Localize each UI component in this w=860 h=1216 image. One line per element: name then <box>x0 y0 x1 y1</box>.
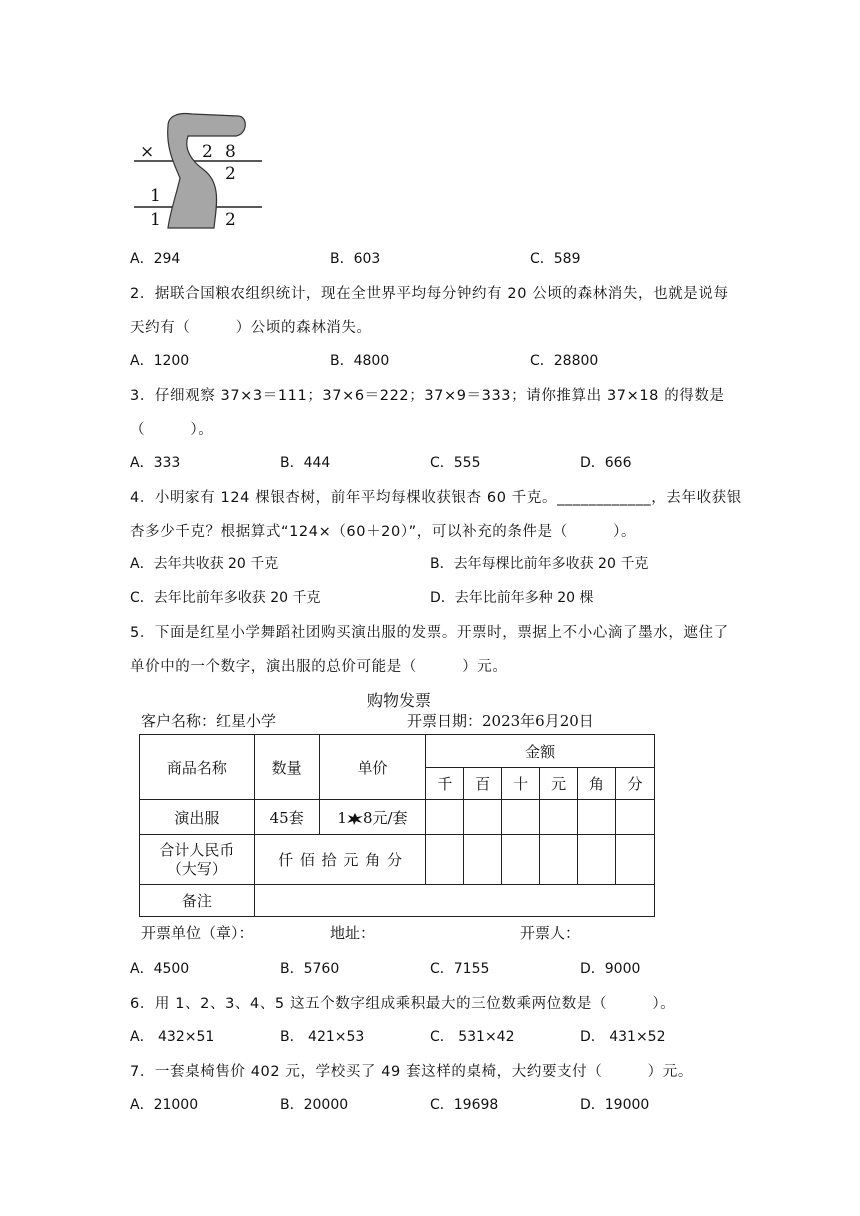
option-b: B．603 <box>330 251 381 267</box>
invoice-customer: 客户名称：红星小学 <box>141 712 277 730</box>
total-units: 仟 佰 拾 元 角 分 <box>254 835 426 885</box>
invoice-address: 地址： <box>330 924 376 942</box>
digit: 1 <box>150 210 161 230</box>
remark-value <box>254 885 654 917</box>
question-2-line-2: 天约有（ ）公顷的森林消失。 <box>130 320 372 336</box>
option-b: B．5760 <box>280 961 340 977</box>
digit: 2 <box>225 210 236 230</box>
digit: 2 <box>225 164 236 184</box>
option-a: A．21000 <box>130 1097 199 1113</box>
total-label <box>140 835 255 885</box>
option-a: A．去年共收获 20 千克 <box>130 556 279 572</box>
option-b: B．4800 <box>330 353 390 369</box>
option-c: C．555 <box>430 455 481 471</box>
option-c: C．589 <box>530 251 581 267</box>
amount-unit: 元 <box>540 768 578 800</box>
multiplication-figure <box>130 108 270 233</box>
digit: 8 <box>225 142 236 162</box>
invoice-issuer: 开票人： <box>520 924 581 942</box>
amount-unit: 百 <box>464 768 502 800</box>
amount-unit: 十 <box>502 768 540 800</box>
question-4-line-2: 杏多少千克？根据算式“124×（60＋20）”，可以补充的条件是（ ）。 <box>130 524 637 540</box>
option-d: D．19000 <box>580 1097 650 1113</box>
option-b: B．444 <box>280 455 331 471</box>
digit: 2 <box>202 142 213 162</box>
question-3-line-2: （ ）。 <box>130 422 214 438</box>
remark-label: 备注 <box>140 885 255 917</box>
option-d: D． 431×52 <box>580 1029 666 1045</box>
header-item-name: 商品名称 <box>140 735 255 800</box>
option-d: D．9000 <box>580 961 641 977</box>
option-a: A．1200 <box>130 353 190 369</box>
item-name: 演出服 <box>140 800 255 835</box>
option-a: A． 432×51 <box>130 1029 215 1045</box>
question-7: 7．一套桌椅售价 402 元，学校买了 49 套这样的桌椅，大约要支付（ ）元。 <box>130 1064 693 1080</box>
question-2-line-1: 2．据联合国粮农组织统计，现在全世界平均每分钟约有 20 公顷的森林消失，也就是说每 <box>130 286 729 302</box>
option-d: D．666 <box>580 455 632 471</box>
option-d: D．去年比前年多种 20 棵 <box>430 590 594 606</box>
option-c: C．19698 <box>430 1097 499 1113</box>
question-3-line-1: 3．仔细观察 37×3＝111；37×6＝222；37×9＝333；请你推算出 37×18 的得数是 <box>130 388 725 404</box>
question-6: 6．用 1、2、3、4、5 这五个数字组成乘积最大的三位数乘两位数是（ ）。 <box>130 996 676 1012</box>
total-label-line-2: （大写） <box>166 859 227 878</box>
header-amount: 金额 <box>426 735 655 768</box>
ink-blot-icon <box>347 813 363 825</box>
option-a: A．333 <box>130 455 181 471</box>
total-label-line-1: 合计人民币 <box>159 840 235 859</box>
option-b: B． 421×53 <box>280 1029 365 1045</box>
option-b: B．20000 <box>280 1097 349 1113</box>
price-suffix: 8元/套 <box>362 808 408 827</box>
item-quantity: 45套 <box>254 800 319 835</box>
option-c: C．去年比前年多收获 20 千克 <box>130 590 321 606</box>
item-unit-price <box>319 800 426 835</box>
invoice-title: 购物发票 <box>367 691 432 710</box>
question-5-line-2: 单价中的一个数字，演出服的总价可能是（ ）元。 <box>130 659 508 675</box>
amount-unit: 角 <box>578 768 616 800</box>
digit: 1 <box>150 186 161 206</box>
price-prefix: 1 <box>337 808 347 827</box>
option-b: B．去年每棵比前年多收获 20 千克 <box>430 556 649 572</box>
invoice-issuing-unit: 开票单位（章）： <box>141 924 254 942</box>
header-unit-price: 单价 <box>319 735 426 800</box>
times-sign: × <box>140 142 155 162</box>
header-quantity: 数量 <box>254 735 319 800</box>
question-5-line-1: 5．下面是红星小学舞蹈社团购买演出服的发票。开票时，票据上不小心滴了墨水，遮住了 <box>130 625 729 641</box>
amount-unit: 分 <box>615 768 654 800</box>
option-c: C． 531×42 <box>430 1029 515 1045</box>
option-a: A．294 <box>130 251 181 267</box>
question-4-line-1: 4．小明家有 124 棵银杏树，前年平均每棵收获银杏 60 千克。____________，去年收获银 <box>130 490 742 506</box>
option-c: C．28800 <box>530 353 599 369</box>
option-c: C．7155 <box>430 961 490 977</box>
option-a: A．4500 <box>130 961 190 977</box>
invoice-table <box>139 734 655 917</box>
invoice-date: 开票日期：2023年6月20日 <box>407 712 594 730</box>
amount-unit: 千 <box>426 768 464 800</box>
